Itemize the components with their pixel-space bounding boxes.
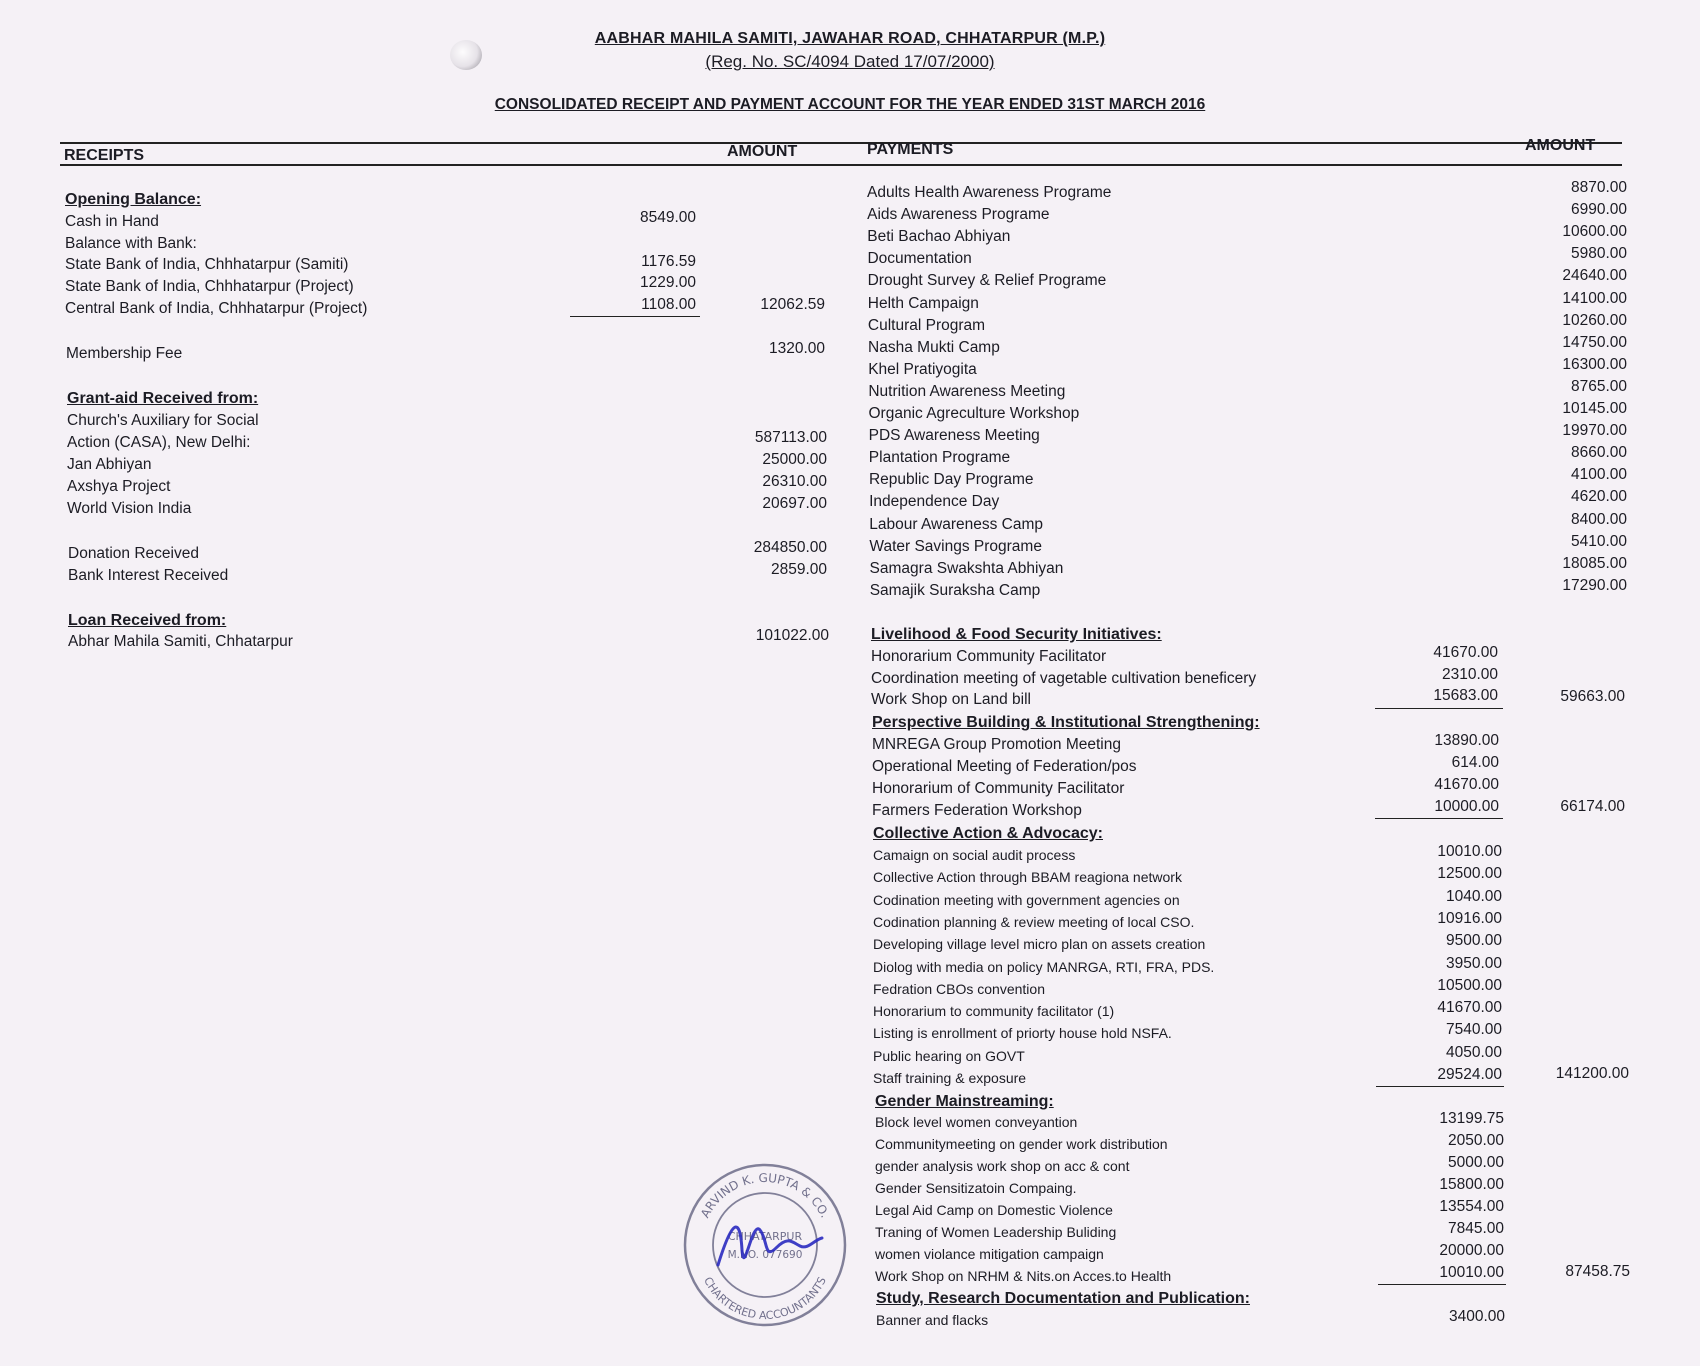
gender-heading: Gender Mainstreaming: bbox=[875, 1093, 1054, 1110]
cash-in-hand-label: Cash in Hand bbox=[65, 213, 159, 230]
payment-item-amount: 5000.00 bbox=[1447, 1154, 1504, 1171]
payment-item-label: Honorarium of Community Facilitator bbox=[872, 780, 1125, 797]
payment-item-amount: 12500.00 bbox=[1437, 865, 1502, 883]
payment-item-amount: 3950.00 bbox=[1445, 954, 1502, 972]
payment-item-label: Operational Meeting of Federation/pos bbox=[872, 758, 1137, 775]
payment-item-amount: 2050.00 bbox=[1447, 1132, 1504, 1149]
stamp-role: CHARTERED ACCOUNTANTS bbox=[701, 1274, 829, 1323]
payment-item-label: Collective Action through BBAM reagiona network bbox=[873, 869, 1182, 886]
world-vision-label: World Vision India bbox=[67, 500, 192, 517]
payment-item-amount: 15683.00 bbox=[1433, 687, 1498, 704]
organization-name: AABHAR MAHILA SAMITI, JAWAHAR ROAD, CHHATARPUR (M.P.) bbox=[594, 30, 1106, 47]
payment-item-label: Work Shop on Land bill bbox=[871, 691, 1031, 708]
payment-item-amount: 10500.00 bbox=[1437, 976, 1502, 994]
donation-label: Donation Received bbox=[68, 545, 199, 562]
payment-item-label: Listing is enrollment of priorty house hold NSFA. bbox=[873, 1025, 1172, 1042]
payment-item-amount: 10600.00 bbox=[1562, 223, 1627, 241]
payment-item-label: Samagra Swakshta Abhiyan bbox=[869, 559, 1064, 577]
livelihood-heading: Livelihood & Food Security Initiatives: bbox=[871, 626, 1162, 643]
payment-item-label: Documentation bbox=[867, 250, 972, 268]
payment-item-label: Fedration CBOs convention bbox=[873, 980, 1045, 997]
payment-item-label: Independence Day bbox=[869, 493, 1000, 511]
perspective-total: 66174.00 bbox=[1560, 798, 1625, 815]
collective-subtotal-rule bbox=[1376, 1086, 1504, 1087]
payment-item-amount: 14100.00 bbox=[1562, 289, 1627, 307]
payment-item-amount: 7540.00 bbox=[1445, 1021, 1502, 1039]
collective-heading: Collective Action & Advocacy: bbox=[873, 825, 1103, 842]
payment-item-label: Block level women conveyantion bbox=[875, 1114, 1078, 1130]
payment-item-label: Beti Bachao Abhiyan bbox=[867, 228, 1011, 246]
payment-item-label: Adults Health Awareness Programe bbox=[867, 184, 1112, 201]
jan-abhiyan-amount: 25000.00 bbox=[762, 451, 827, 468]
gender-subtotal-rule bbox=[1378, 1284, 1506, 1285]
payment-item-label: Public hearing on GOVT bbox=[873, 1047, 1025, 1064]
axshya-amount: 26310.00 bbox=[762, 473, 827, 490]
payment-item-label: Honorarium Community Facilitator bbox=[871, 648, 1107, 665]
registration-number: (Reg. No. SC/4094 Dated 17/07/2000) bbox=[705, 52, 995, 71]
payment-item-label: Nutrition Awareness Meeting bbox=[868, 382, 1066, 400]
payment-item-label: Communitymeeting on gender work distribution bbox=[875, 1136, 1168, 1152]
membership-fee-label: Membership Fee bbox=[66, 345, 183, 362]
payment-item-amount: 10145.00 bbox=[1562, 400, 1627, 417]
payment-item-amount: 8660.00 bbox=[1570, 444, 1627, 462]
payment-item-amount: 15800.00 bbox=[1439, 1176, 1504, 1193]
collective-total: 141200.00 bbox=[1555, 1065, 1629, 1082]
sbi-samiti-label: State Bank of India, Chhhatarpur (Samiti) bbox=[65, 256, 349, 273]
stamp-name: ARVIND K. GUPTA & CO. bbox=[697, 1170, 833, 1221]
payment-item-label: Cultural Program bbox=[867, 316, 986, 334]
bank-interest-label: Bank Interest Received bbox=[68, 567, 229, 584]
cash-in-hand-amount: 8549.00 bbox=[639, 209, 696, 226]
livelihood-total: 59663.00 bbox=[1560, 688, 1625, 705]
casa-label-line1: Church's Auxiliary for Social bbox=[67, 412, 259, 429]
payment-item-amount: 41670.00 bbox=[1437, 999, 1502, 1017]
payment-item-amount: 6990.00 bbox=[1570, 201, 1627, 219]
payment-item-amount: 41670.00 bbox=[1433, 644, 1498, 661]
jan-abhiyan-label: Jan Abhiyan bbox=[67, 456, 152, 473]
membership-fee-amount: 1320.00 bbox=[768, 340, 825, 357]
payment-item-label: Codination meeting with government agencies on bbox=[873, 891, 1180, 908]
payment-item-amount: 19970.00 bbox=[1562, 422, 1627, 440]
document-title: CONSOLIDATED RECEIPT AND PAYMENT ACCOUNT FOR THE YEAR ENDED 31ST MARCH 2016 bbox=[494, 96, 1206, 113]
payment-item-label: Samajik Suraksha Camp bbox=[869, 581, 1041, 599]
payment-item-amount: 8400.00 bbox=[1570, 510, 1627, 528]
loan-from-label: Abhar Mahila Samiti, Chhatarpur bbox=[68, 633, 293, 650]
payment-item-amount: 20000.00 bbox=[1439, 1242, 1504, 1259]
balance-with-bank-label: Balance with Bank: bbox=[65, 235, 197, 252]
payment-item-label: Labour Awareness Camp bbox=[869, 515, 1044, 533]
perspective-heading: Perspective Building & Institutional Strengthening: bbox=[872, 714, 1260, 731]
sbi-project-label: State Bank of India, Chhhatarpur (Project) bbox=[65, 278, 354, 295]
payment-item-label: Helth Campaign bbox=[867, 294, 979, 312]
payment-item-amount: 8765.00 bbox=[1570, 377, 1627, 395]
payment-item-label: MNREGA Group Promotion Meeting bbox=[872, 736, 1121, 753]
payment-item-amount: 3400.00 bbox=[1448, 1308, 1505, 1325]
payment-item-amount: 10000.00 bbox=[1434, 798, 1499, 815]
payment-item-amount: 9500.00 bbox=[1445, 932, 1502, 950]
payments-heading: PAYMENTS bbox=[867, 141, 954, 158]
study-heading: Study, Research Documentation and Publication: bbox=[876, 1290, 1250, 1307]
payment-item-amount: 1040.00 bbox=[1445, 887, 1502, 905]
payment-item-amount: 8870.00 bbox=[1570, 179, 1627, 196]
opening-subtotal-rule bbox=[570, 316, 700, 317]
payment-item-label: Codination planning & review meeting of local CSO. bbox=[873, 913, 1195, 930]
payment-item-label: Staff training & exposure bbox=[873, 1070, 1027, 1086]
payment-item-amount: 10010.00 bbox=[1439, 1264, 1504, 1281]
payment-item-amount: 4620.00 bbox=[1570, 488, 1627, 506]
payment-item-label: Aids Awareness Programe bbox=[867, 206, 1050, 224]
payment-item-amount: 29524.00 bbox=[1437, 1066, 1502, 1083]
payment-item-amount: 24640.00 bbox=[1562, 267, 1627, 285]
payment-item-amount: 5980.00 bbox=[1570, 245, 1627, 263]
payment-item-amount: 5410.00 bbox=[1570, 532, 1627, 550]
receipts-heading: RECEIPTS bbox=[64, 147, 145, 164]
payment-item-amount: 4050.00 bbox=[1445, 1043, 1502, 1061]
payment-item-amount: 41670.00 bbox=[1434, 776, 1499, 793]
cbi-project-amount: 1108.00 bbox=[641, 296, 696, 313]
payment-item-amount: 17290.00 bbox=[1562, 576, 1627, 594]
sbi-samiti-amount: 1176.59 bbox=[641, 253, 696, 270]
axshya-label: Axshya Project bbox=[67, 478, 171, 495]
loan-amount: 101022.00 bbox=[755, 627, 829, 644]
header-bottom-rule bbox=[60, 164, 1622, 166]
payment-item-label: Traning of Women Leadership Buliding bbox=[875, 1224, 1117, 1240]
payment-item-label: Diolog with media on policy MANRGA, RTI, FRA, PDS. bbox=[873, 958, 1215, 975]
payment-item-label: Khel Pratiyogita bbox=[868, 360, 977, 378]
payment-item-amount: 10010.00 bbox=[1437, 843, 1502, 860]
payment-item-label: Water Savings Programe bbox=[869, 537, 1042, 555]
payment-item-label: Organic Agreculture Workshop bbox=[868, 405, 1080, 422]
stamp-place: CHHATARPUR bbox=[727, 1230, 803, 1243]
payment-item-amount: 10916.00 bbox=[1437, 909, 1502, 927]
stamp-membership: M.NO. 077690 bbox=[727, 1249, 803, 1261]
payment-item-amount: 10260.00 bbox=[1562, 311, 1627, 329]
cbi-project-label: Central Bank of India, Chhhatarpur (Project) bbox=[65, 300, 368, 317]
payment-item-amount: 13890.00 bbox=[1434, 732, 1499, 749]
donation-amount: 284850.00 bbox=[753, 539, 827, 556]
payment-item-label: Nasha Mukti Camp bbox=[868, 338, 1000, 356]
amount-left-heading: AMOUNT bbox=[727, 143, 798, 160]
payment-item-label: Gender Sensitizatoin Compaing. bbox=[875, 1180, 1077, 1196]
payment-item-amount: 13199.75 bbox=[1439, 1110, 1504, 1127]
payment-item-label: Plantation Programe bbox=[868, 449, 1011, 467]
perspective-subtotal-rule bbox=[1375, 818, 1503, 819]
gender-total: 87458.75 bbox=[1565, 1263, 1630, 1280]
amount-right-heading: AMOUNT bbox=[1525, 137, 1596, 154]
payment-item-amount: 14750.00 bbox=[1562, 333, 1627, 351]
payment-item-label: Developing village level micro plan on assets creation bbox=[873, 936, 1206, 953]
payment-item-label: Legal Aid Camp on Domestic Violence bbox=[875, 1202, 1113, 1218]
world-vision-amount: 20697.00 bbox=[762, 495, 827, 512]
payment-item-label: PDS Awareness Meeting bbox=[868, 427, 1040, 445]
casa-amount: 587113.00 bbox=[754, 429, 827, 446]
payment-item-amount: 18085.00 bbox=[1562, 554, 1627, 572]
payment-item-label: Drought Survey & Relief Programe bbox=[867, 272, 1107, 290]
livelihood-subtotal-rule bbox=[1375, 708, 1503, 709]
casa-label-line2: Action (CASA), New Delhi: bbox=[67, 434, 251, 451]
payment-item-amount: 2310.00 bbox=[1441, 665, 1498, 683]
payment-item-label: Banner and flacks bbox=[876, 1312, 989, 1328]
payment-item-amount: 4100.00 bbox=[1570, 466, 1627, 484]
opening-balance-total: 12062.59 bbox=[760, 296, 825, 313]
bank-interest-amount: 2859.00 bbox=[770, 561, 827, 578]
payment-item-label: Work Shop on NRHM & Nits.on Acces.to Health bbox=[875, 1268, 1172, 1284]
auditor-stamp bbox=[680, 1160, 850, 1330]
payment-item-amount: 16300.00 bbox=[1562, 355, 1627, 373]
payment-item-label: Republic Day Programe bbox=[868, 471, 1034, 489]
payment-item-label: Coordination meeting of vagetable cultivation beneficery bbox=[871, 669, 1257, 687]
payment-item-label: Farmers Federation Workshop bbox=[872, 802, 1082, 819]
payment-item-amount: 13554.00 bbox=[1439, 1198, 1504, 1215]
opening-balance-heading: Opening Balance: bbox=[65, 191, 202, 208]
sbi-project-amount: 1229.00 bbox=[639, 274, 696, 291]
payment-item-amount: 614.00 bbox=[1451, 754, 1499, 771]
payment-item-label: Honorarium to community facilitator (1) bbox=[873, 1003, 1115, 1020]
payment-item-label: gender analysis work shop on acc & cont bbox=[875, 1158, 1130, 1174]
header-top-rule bbox=[60, 142, 1622, 144]
payment-item-label: Camaign on social audit process bbox=[873, 847, 1076, 863]
grant-aid-heading: Grant-aid Received from: bbox=[67, 390, 259, 407]
loan-heading: Loan Received from: bbox=[68, 612, 227, 629]
payment-item-label: women violance mitigation campaign bbox=[875, 1246, 1104, 1262]
payment-item-amount: 7845.00 bbox=[1447, 1220, 1504, 1237]
